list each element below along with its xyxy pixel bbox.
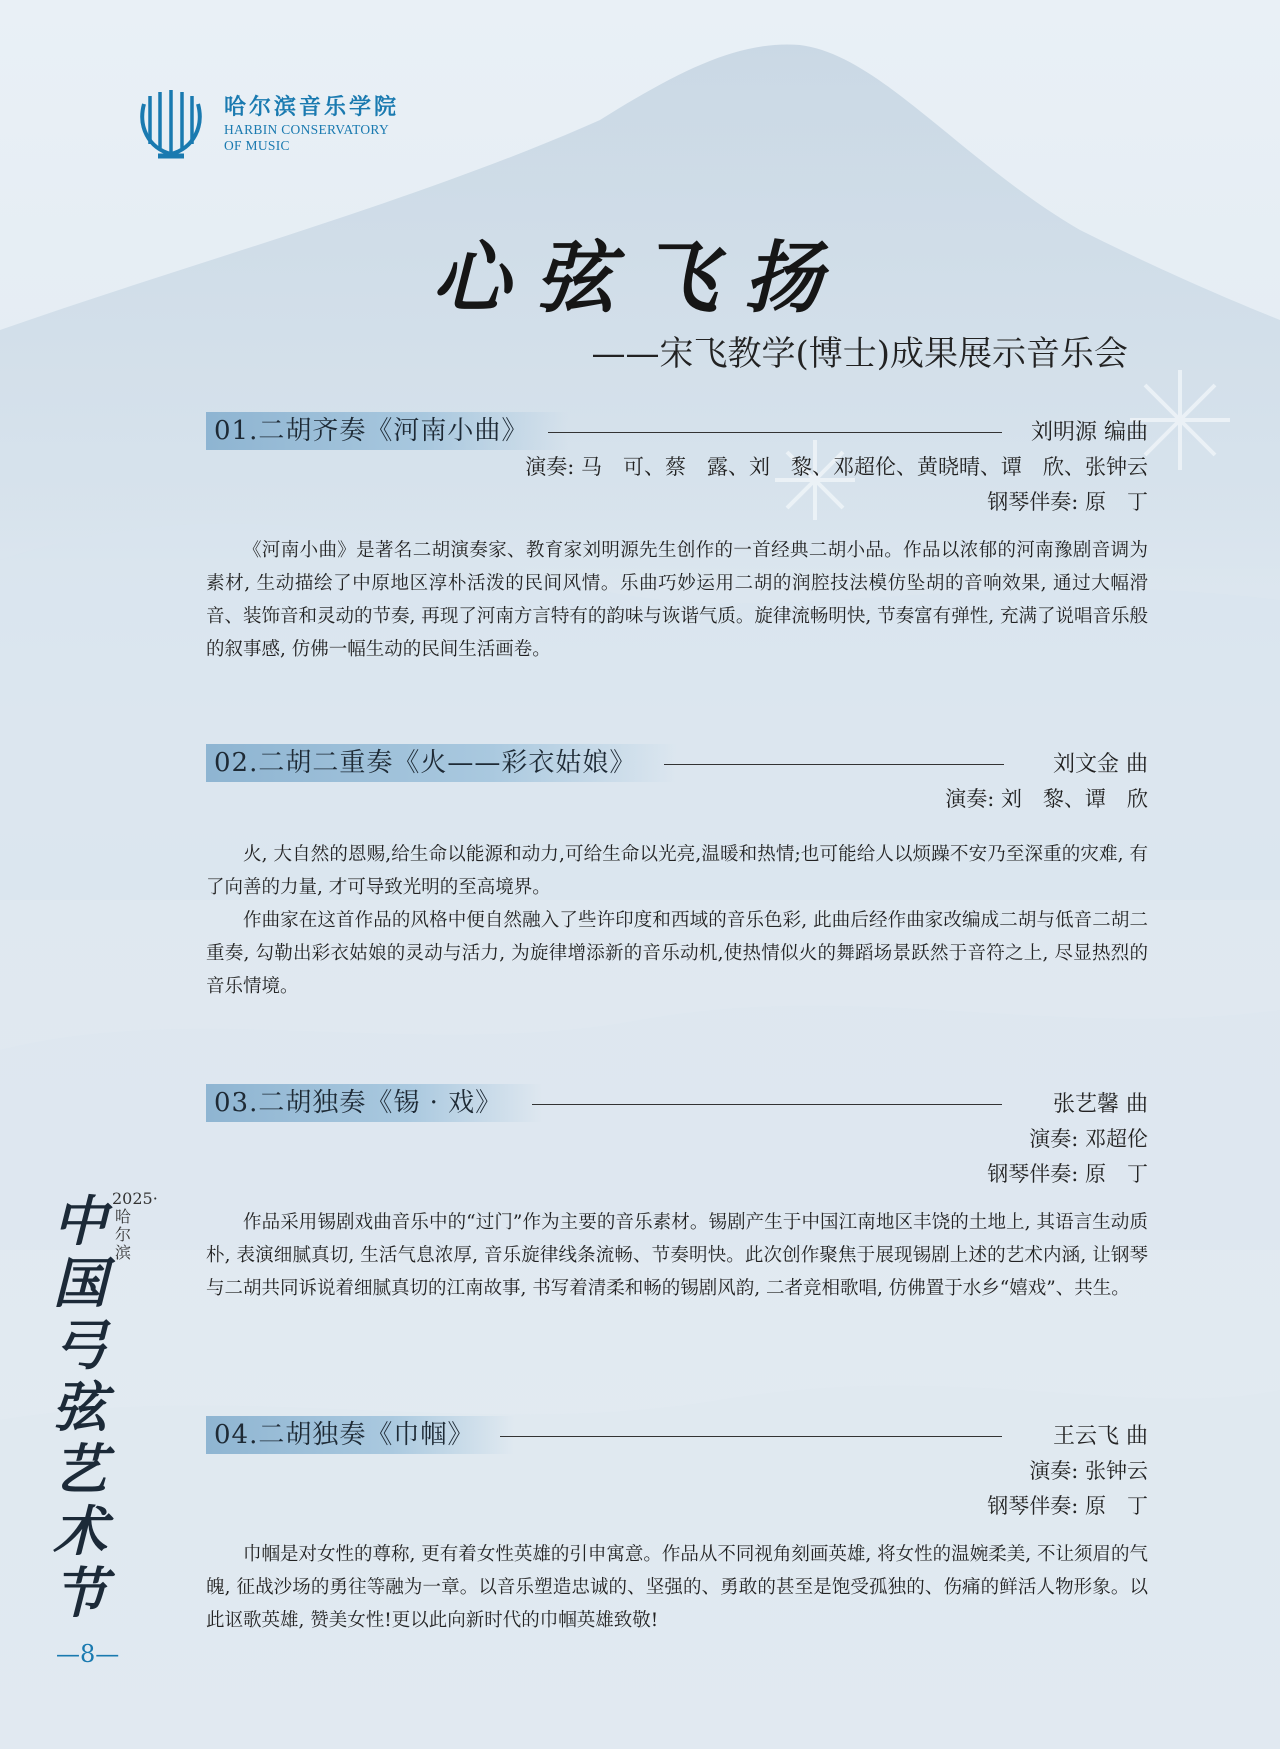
logo-name-en: HARBIN CONSERVATORY [224,122,390,137]
program-item-heading: 04.二胡独奏《巾帼》 [206,1416,514,1454]
festival-name: 中国弓弦艺术节 [53,1189,107,1625]
program-item-heading: 02.二胡二重奏《火——彩衣姑娘》 [206,744,676,782]
concert-subtitle: ——宋飞教学(博士)成果展示音乐会 [591,334,1128,374]
divider-line [664,764,1004,765]
accompanist: 钢琴伴奏: 原 丁 [987,1494,1148,1518]
logo-name-en: OF MUSIC [224,138,290,153]
festival-year-place: 2025·哈尔滨 [112,1189,158,1262]
divider-line [532,1104,1002,1105]
composer: 张艺馨 曲 [1053,1092,1148,1117]
composer: 王云飞 曲 [1053,1424,1148,1449]
program-description: 作曲家在这首作品的风格中便自然融入了些许印度和西域的音乐色彩, 此曲后经作曲家改编成二胡与低音二胡二重奏, 勾勒出彩衣姑娘的灵动与活力, 为旋律增添新的音乐动机,使热情似火的舞蹈场景跃然于音符之上, 尽显热烈的音乐情境。 [206,910,1148,997]
program-description: 作品采用锡剧戏曲音乐中的“过门”作为主要的音乐素材。锡剧产生于中国江南地区丰饶的土地上, 其语言生动质朴, 表演细腻真切, 生活气息浓厚, 音乐旋律线条流畅、节奏明快。此次创作聚焦于展现锡剧上述的艺术内涵, 让钢琴与二胡共同诉说着细腻真切的江南故事, 书写着清柔和畅的锡剧风韵, 二者竞相歌唱, 仿佛置于水乡“嬉戏”、共生。 [206,1212,1148,1299]
logo-name-cn: 哈尔滨音乐学院 [224,94,400,120]
performers: 演奏: 马 可、蔡 露、刘 黎、邓超伦、黄晓晴、谭 欣、张钟云 [525,455,1148,479]
divider-line [500,1436,1002,1437]
program-item-heading: 01.二胡齐奏《河南小曲》 [206,412,568,450]
accompanist: 钢琴伴奏: 原 丁 [987,1162,1148,1186]
lyre-icon [136,86,206,162]
composer: 刘明源 编曲 [1031,420,1148,445]
composer: 刘文金 曲 [1053,752,1148,777]
accompanist: 钢琴伴奏: 原 丁 [987,490,1148,514]
divider-line [548,432,1002,433]
program-description: 《河南小曲》是著名二胡演奏家、教育家刘明源先生创作的一首经典二胡小品。作品以浓郁的河南豫剧音调为素材, 生动描绘了中原地区淳朴活泼的民间风情。乐曲巧妙运用二胡的润腔技法模仿坠胡的音响效果, 通过大幅滑音、装饰音和灵动的节奏, 再现了河南方言特有的韵味与诙谐气质。旋律流畅明快, 节奏富有弹性, 充满了说唱音乐般的叙事感, 仿佛一幅生动的民间生活画卷。 [206,540,1148,660]
program-description: 巾帼是对女性的尊称, 更有着女性英雄的引申寓意。作品从不同视角刻画英雄, 将女性的温婉柔美, 不让须眉的气魄, 征战沙场的勇往等融为一章。以音乐塑造忠诚的、坚强的、勇敢的甚至是饱受孤独的、伤痛的鲜活人物形象。以此讴歌英雄, 赞美女性!更以此向新时代的巾帼英雄致敬! [206,1544,1148,1631]
performers: 演奏: 刘 黎、谭 欣 [945,787,1148,811]
page-number: —8— [56,1640,120,1668]
conservatory-logo [136,86,436,166]
performers: 演奏: 张钟云 [1029,1459,1148,1483]
performers: 演奏: 邓超伦 [1029,1127,1148,1151]
concert-title: 心弦飞扬 [431,233,848,324]
program-description: 火, 大自然的恩赐,给生命以能源和动力,可给生命以光亮,温暖和热情;也可能给人以烦躁不安乃至深重的灾难, 有了向善的力量, 才可导致光明的至高境界。 [206,844,1148,898]
program-item-heading: 03.二胡独奏《锡 · 戏》 [206,1084,542,1122]
